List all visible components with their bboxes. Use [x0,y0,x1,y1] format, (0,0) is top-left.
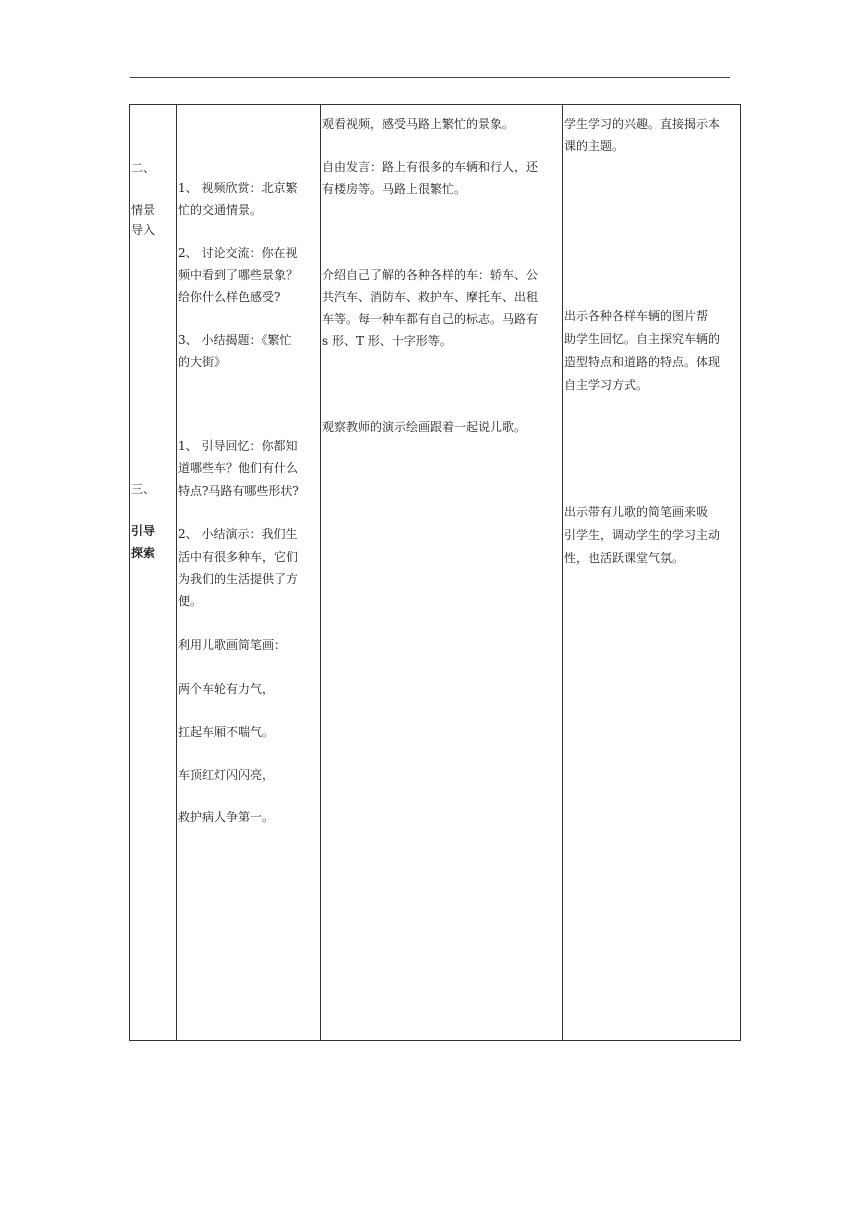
intent-p2-line1: 出示各种各样车辆的图片帮 [564,309,709,323]
section-three-title-line2: 探索 [131,546,156,560]
song-line-1: 两个车轮有力气， [178,682,275,696]
student-p3-line2: 共汽车、消防车、救护车、摩托车、出租 [322,290,539,304]
teacher-item-2-line2: 频中看到了哪些景象？ [178,268,299,282]
teacher-item-1-line1: 1、 视频欣赏：北京繁 [178,181,298,195]
teacher-s3-item-1-line1: 1、 引导回忆：你都知 [178,439,298,453]
intent-p2-line4: 自主学习方式。 [564,378,649,392]
intent-p1-line2: 课的主题。 [564,139,625,153]
teacher-s3-item-1-line2: 道哪些车？他们有什么 [178,461,299,475]
intent-p2-line3: 造型特点和道路的特点。体现 [564,355,721,369]
column-divider-1 [176,105,177,1040]
song-line-2: 扛起车厢不喘气。 [178,725,275,739]
student-p2-line1: 自由发言：路上有很多的车辆和行人，还 [322,160,539,174]
student-p3-line4: s 形、T 形、十字形等。 [322,334,452,348]
intent-p3-line1: 出示带有儿歌的简笔画来吸 [564,505,709,519]
column-divider-3 [562,105,563,1040]
teacher-item-3-line1: 3、 小结揭题：《繁忙 [178,333,292,347]
intent-p3-line3: 性，也活跃课堂气氛。 [564,551,685,565]
teacher-item-1-line2: 忙的交通情景。 [178,203,263,217]
teacher-s3-item-2-line3: 为我们的生活提供了方 [178,572,299,586]
teacher-item-3-line2: 的大街》 [178,355,227,369]
student-p3-line1: 介绍自己了解的各种各样的车：轿车、公 [322,268,539,282]
section-three-number: 三、 [131,482,156,496]
teacher-item-2-line3: 给你什么样色感受? [178,290,281,304]
section-two-title-line2: 导入 [131,223,156,237]
student-p4: 观察教师的演示绘画跟着一起说儿歌。 [322,420,527,434]
student-p3-line3: 车等。每一种车都有自己的标志。马路有 [322,312,539,326]
intent-p1-line1: 学生学习的兴趣。直接揭示本 [564,117,721,131]
student-p1: 观看视频，感受马路上繁忙的景象。 [322,117,515,131]
section-three-title-line1: 引导 [131,524,156,538]
intent-p2-line2: 助学生回忆。自主探究车辆的 [564,332,721,346]
intent-p3-line2: 引学生，调动学生的学习主动 [564,528,721,542]
teacher-s3-item-2-line2: 活中有很多种车，它们 [178,550,299,564]
teacher-s3-item-1-line3: 特点?马路有哪些形状? [178,484,299,498]
teacher-s3-item-2-line1: 2、 小结演示：我们生 [178,527,298,541]
song-line-3: 车顶红灯闪闪亮， [178,768,275,782]
section-two-number: 二、 [131,161,156,175]
teacher-s3-item-2-line4: 便。 [178,594,203,608]
song-line-4: 救护病人争第一。 [178,810,275,824]
student-p2-line2: 有楼房等。马路上很繁忙。 [322,182,467,196]
header-rule [130,77,730,78]
section-two-title-line1: 情景 [131,203,156,217]
song-intro: 利用儿歌画简笔画： [178,638,287,652]
column-divider-2 [320,105,321,1040]
teacher-item-2-line1: 2、 讨论交流：你在视 [178,246,298,260]
